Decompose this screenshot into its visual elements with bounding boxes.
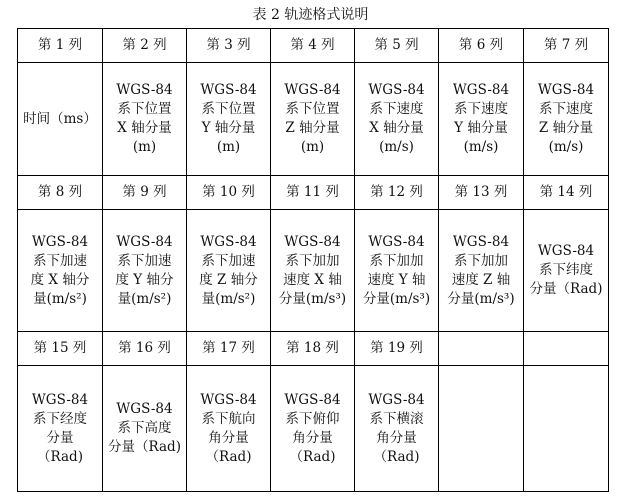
table-cell: WGS-84 系下俯仰 角分量 （Rad) <box>271 366 355 492</box>
column-header-cell: 第 12 列 <box>355 176 439 210</box>
empty-cell <box>524 332 609 366</box>
column-header-cell: 第 8 列 <box>18 176 103 210</box>
table-cell: WGS-84 系下位置 X 轴分量 (m) <box>103 63 187 176</box>
table-cell: WGS-84 系下加加 速度 Z 轴 分量(m/s³) <box>439 210 524 332</box>
empty-cell <box>439 332 524 366</box>
table-cell: WGS-84 系下加速 度 X 轴分 量(m/s²) <box>18 210 103 332</box>
column-header-cell: 第 5 列 <box>355 29 439 63</box>
table-cell: WGS-84 系下加速 度 Z 轴分 量(m/s²) <box>187 210 271 332</box>
table-cell: WGS-84 系下加加 速度 X 轴 分量(m/s³) <box>271 210 355 332</box>
table-cell: WGS-84 系下速度 Y 轴分量 (m/s) <box>439 63 524 176</box>
table-cell: WGS-84 系下纬度 分量（Rad) <box>524 210 609 332</box>
empty-cell <box>439 366 524 492</box>
column-header-cell: 第 6 列 <box>439 29 524 63</box>
column-header-cell: 第 14 列 <box>524 176 609 210</box>
table-caption: 表 2 轨迹格式说明 <box>252 7 369 23</box>
column-header-cell: 第 15 列 <box>18 332 103 366</box>
table-row <box>18 210 609 332</box>
table-cell: WGS-84 系下航向 角分量 （Rad) <box>187 366 271 492</box>
empty-cell <box>524 366 609 492</box>
column-header-cell: 第 19 列 <box>355 332 439 366</box>
column-header-cell: 第 7 列 <box>524 29 609 63</box>
column-header-cell: 第 10 列 <box>187 176 271 210</box>
column-header-cell: 第 11 列 <box>271 176 355 210</box>
column-header-cell: 第 16 列 <box>103 332 187 366</box>
table-header-row <box>18 176 609 210</box>
table-cell: WGS-84 系下速度 Z 轴分量 (m/s) <box>524 63 609 176</box>
column-header-cell: 第 4 列 <box>271 29 355 63</box>
table-cell: WGS-84 系下位置 Z 轴分量 (m) <box>271 63 355 176</box>
table-cell: WGS-84 系下速度 X 轴分量 (m/s) <box>355 63 439 176</box>
track-format-table <box>17 28 609 492</box>
table-cell: WGS-84 系下经度 分量 （Rad) <box>18 366 103 492</box>
column-header-cell: 第 3 列 <box>187 29 271 63</box>
column-header-cell: 第 18 列 <box>271 332 355 366</box>
table-header-row <box>18 332 609 366</box>
table-row <box>18 63 609 176</box>
column-header-cell: 第 13 列 <box>439 176 524 210</box>
column-header-cell: 第 9 列 <box>103 176 187 210</box>
column-header-cell: 第 2 列 <box>103 29 187 63</box>
table-header-row <box>18 29 609 63</box>
table-cell: WGS-84 系下横滚 角分量 （Rad) <box>355 366 439 492</box>
table-cell: WGS-84 系下加速 度 Y 轴分 量(m/s²) <box>103 210 187 332</box>
column-header-cell: 第 17 列 <box>187 332 271 366</box>
table-cell: WGS-84 系下位置 Y 轴分量 (m) <box>187 63 271 176</box>
table-cell: WGS-84 系下高度 分量（Rad) <box>103 366 187 492</box>
column-header-cell: 第 1 列 <box>18 29 103 63</box>
table-cell: 时间（ms） <box>18 63 103 176</box>
table-cell: WGS-84 系下加加 速度 Y 轴 分量(m/s³) <box>355 210 439 332</box>
table-row <box>18 366 609 492</box>
